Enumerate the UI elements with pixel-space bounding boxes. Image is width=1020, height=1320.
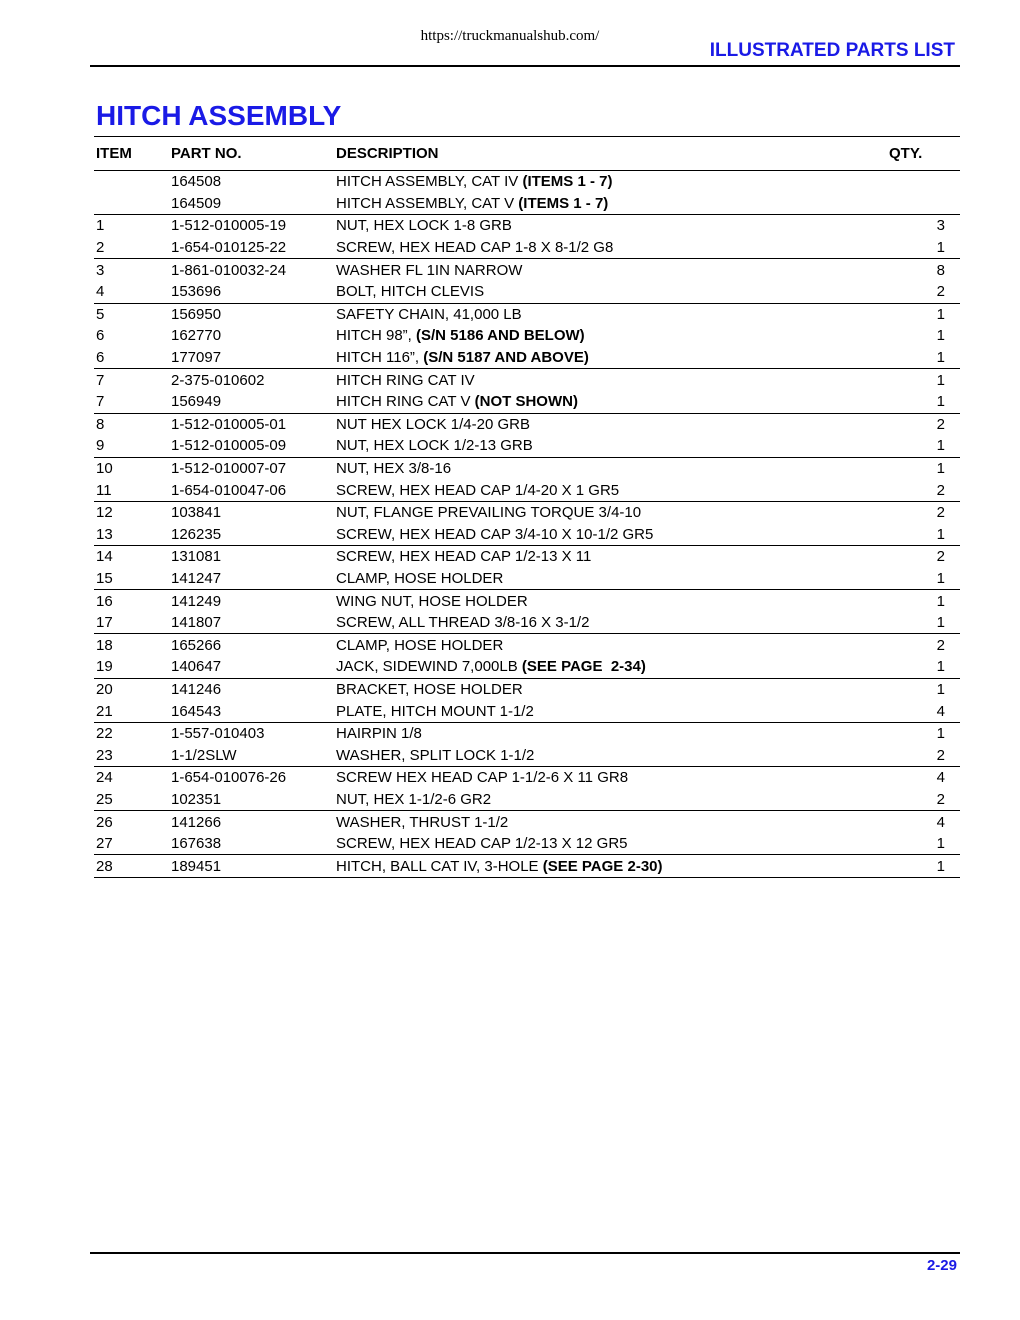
item-number: 19 <box>94 656 169 678</box>
table-header-row <box>94 137 960 171</box>
description-cell <box>334 501 889 523</box>
table-row <box>94 634 960 656</box>
description-cell <box>334 546 889 568</box>
description-text: SCREW, HEX HEAD CAP 3/4-10 X 10-1/2 GR5 <box>336 525 654 543</box>
parts-table <box>94 136 960 878</box>
table-row <box>94 325 960 347</box>
description-cell <box>334 237 889 259</box>
description-cell <box>334 347 889 369</box>
description-note: (ITEMS 1 - 7) <box>522 173 613 191</box>
description-text: SCREW HEX HEAD CAP 1-1/2-6 X 11 GR8 <box>336 769 629 787</box>
part-number: 102351 <box>169 789 334 811</box>
description-text: SAFETY CHAIN, 41,000 LB <box>336 305 522 323</box>
quantity <box>889 171 960 193</box>
table-row <box>94 678 960 700</box>
description-text: SCREW, HEX HEAD CAP 1/4-20 X 1 GR5 <box>336 481 620 499</box>
table-row <box>94 811 960 833</box>
item-number: 3 <box>96 261 105 279</box>
table-row <box>94 237 960 259</box>
part-number: 1-654-010047-06 <box>169 479 334 501</box>
description-cell <box>334 833 889 855</box>
description-note: (ITEMS 1 - 7) <box>518 194 609 212</box>
description-cell <box>334 391 889 413</box>
item-number: 16 <box>96 592 113 610</box>
footer-divider <box>90 1252 960 1254</box>
item-number: 13 <box>94 524 169 546</box>
item-number: 15 <box>94 568 169 590</box>
part-number: 141807 <box>169 612 334 634</box>
quantity: 1 <box>936 460 945 478</box>
description-text: SCREW, ALL THREAD 3/8-16 X 3-1/2 <box>336 614 590 632</box>
item-number: 17 <box>94 612 169 634</box>
part-number: 177097 <box>169 347 334 369</box>
table-body <box>94 171 960 878</box>
part-number: 1-512-010005-19 <box>171 217 287 235</box>
table-row <box>94 590 960 612</box>
item-number: 26 <box>96 813 113 831</box>
table-row <box>94 744 960 766</box>
description-cell <box>334 568 889 590</box>
item-number: 1 <box>96 217 105 235</box>
description-cell <box>334 722 889 744</box>
quantity: 2 <box>889 789 960 811</box>
table-row <box>94 457 960 479</box>
item-number: 27 <box>94 833 169 855</box>
description-cell <box>334 479 889 501</box>
description-text: BOLT, HITCH CLEVIS <box>336 283 485 301</box>
description-cell <box>334 193 889 215</box>
description-text: HITCH, BALL CAT IV, 3-HOLE <box>336 857 543 875</box>
description-cell <box>334 767 889 789</box>
quantity: 1 <box>936 327 945 345</box>
part-number: 162770 <box>171 327 222 345</box>
description-text: HITCH 98”, <box>336 327 417 345</box>
item-number: 4 <box>94 281 169 303</box>
table-row <box>94 303 960 325</box>
quantity: 1 <box>889 833 960 855</box>
description-cell <box>334 678 889 700</box>
description-text: HITCH ASSEMBLY, CAT IV <box>336 173 523 191</box>
item-number: 7 <box>94 391 169 413</box>
description-text: WASHER, THRUST 1-1/2 <box>336 813 509 831</box>
description-note: (S/N 5187 AND ABOVE) <box>423 349 589 367</box>
source-url: https://truckmanualshub.com/ <box>420 28 600 44</box>
quantity: 2 <box>889 744 960 766</box>
description-text: NUT HEX LOCK 1/4-20 GRB <box>336 415 530 433</box>
description-note: (S/N 5186 AND BELOW) <box>416 327 585 345</box>
item-number: 9 <box>94 435 169 457</box>
page-number: 2-29 <box>926 1257 957 1274</box>
quantity: 4 <box>936 769 945 787</box>
description-cell <box>334 612 889 634</box>
quantity: 1 <box>936 680 945 698</box>
description-text: HITCH ASSEMBLY, CAT V <box>336 194 519 212</box>
table-row <box>94 524 960 546</box>
item-number: 22 <box>96 725 113 743</box>
description-cell <box>334 325 889 347</box>
table-row <box>94 435 960 457</box>
description-note: (NOT SHOWN) <box>474 393 578 411</box>
description-text: CLAMP, HOSE HOLDER <box>336 569 504 587</box>
item-number: 11 <box>94 479 169 501</box>
item-number: 24 <box>96 769 113 787</box>
quantity: 2 <box>936 636 945 654</box>
table-row <box>94 855 960 878</box>
description-text: SCREW, HEX HEAD CAP 1/2-13 X 11 <box>336 548 592 566</box>
table-row <box>94 259 960 281</box>
part-number: 141249 <box>171 592 222 610</box>
description-text: NUT, HEX LOCK 1-8 GRB <box>336 217 512 235</box>
column-header-item: ITEM <box>94 137 169 171</box>
item-number: 23 <box>94 744 169 766</box>
item-number: 12 <box>96 504 113 522</box>
description-cell <box>334 215 889 237</box>
table-row <box>94 568 960 590</box>
part-number: 1-512-010007-07 <box>171 460 287 478</box>
item-number: 10 <box>96 460 113 478</box>
item-number: 6 <box>96 327 105 345</box>
table-row <box>94 369 960 391</box>
description-cell <box>334 259 889 281</box>
quantity: 1 <box>889 391 960 413</box>
description-text: WASHER FL 1IN NARROW <box>336 261 523 279</box>
quantity: 2 <box>889 479 960 501</box>
column-header-part-no: PART NO. <box>169 137 334 171</box>
table-row <box>94 546 960 568</box>
table-row <box>94 171 960 193</box>
quantity <box>889 193 960 215</box>
column-header-qty: QTY. <box>889 137 960 171</box>
description-cell <box>334 303 889 325</box>
item-number: 14 <box>96 548 113 566</box>
part-number: 164509 <box>169 193 334 215</box>
part-number: 140647 <box>169 656 334 678</box>
description-note: (SEE PAGE 2-34) <box>521 658 646 676</box>
table-row <box>94 193 960 215</box>
part-number: 126235 <box>169 524 334 546</box>
part-number: 141266 <box>171 813 222 831</box>
description-cell <box>334 634 889 656</box>
part-number: 131081 <box>171 548 222 566</box>
description-cell <box>334 744 889 766</box>
part-number: 103841 <box>171 504 222 522</box>
quantity: 1 <box>889 435 960 457</box>
item-number: 25 <box>94 789 169 811</box>
quantity: 8 <box>936 261 945 279</box>
quantity: 1 <box>889 347 960 369</box>
description-cell <box>334 435 889 457</box>
description-text: SCREW, HEX HEAD CAP 1/2-13 X 12 GR5 <box>336 835 628 853</box>
quantity: 2 <box>936 504 945 522</box>
part-number: 141246 <box>171 680 222 698</box>
table-row <box>94 656 960 678</box>
description-cell <box>334 656 889 678</box>
description-cell <box>334 700 889 722</box>
part-number: 1-654-010125-22 <box>169 237 334 259</box>
item-number: 2 <box>94 237 169 259</box>
description-cell <box>334 855 889 878</box>
part-number: 165266 <box>171 636 222 654</box>
description-text: NUT, HEX 1-1/2-6 GR2 <box>336 790 492 808</box>
description-cell <box>334 457 889 479</box>
quantity: 1 <box>889 237 960 259</box>
quantity: 1 <box>889 524 960 546</box>
description-cell <box>334 171 889 193</box>
quantity: 1 <box>936 725 945 743</box>
part-number: 1-512-010005-09 <box>169 435 334 457</box>
part-number: 156949 <box>169 391 334 413</box>
description-text: NUT, HEX LOCK 1/2-13 GRB <box>336 437 533 455</box>
table-row <box>94 501 960 523</box>
description-text: HITCH RING CAT V <box>336 393 475 411</box>
quantity: 2 <box>889 281 960 303</box>
section-title: HITCH ASSEMBLY <box>96 100 342 131</box>
description-text: CLAMP, HOSE HOLDER <box>336 636 504 654</box>
part-number: 153696 <box>169 281 334 303</box>
item-number: 6 <box>94 347 169 369</box>
table-row <box>94 789 960 811</box>
description-text: NUT, HEX 3/8-16 <box>336 460 452 478</box>
table-row <box>94 767 960 789</box>
item-number: 5 <box>96 305 105 323</box>
quantity: 2 <box>936 415 945 433</box>
table-row <box>94 215 960 237</box>
quantity: 1 <box>889 656 960 678</box>
part-number: 1-557-010403 <box>171 725 265 743</box>
part-number: 167638 <box>169 833 334 855</box>
part-number: 1-861-010032-24 <box>171 261 287 279</box>
table-row <box>94 347 960 369</box>
description-note: (SEE PAGE 2-30) <box>542 857 663 875</box>
description-text: PLATE, HITCH MOUNT 1-1/2 <box>336 702 534 720</box>
description-cell <box>334 811 889 833</box>
header-divider <box>90 65 960 67</box>
part-number: 141247 <box>169 568 334 590</box>
description-cell <box>334 369 889 391</box>
quantity: 1 <box>936 305 945 323</box>
description-text: JACK, SIDEWIND 7,000LB <box>336 658 522 676</box>
quantity: 4 <box>889 700 960 722</box>
description-text: BRACKET, HOSE HOLDER <box>336 680 523 698</box>
description-text: HITCH RING CAT IV <box>336 371 475 389</box>
part-number: 1-1/2SLW <box>169 744 334 766</box>
item-number: 28 <box>94 855 169 878</box>
description-text: SCREW, HEX HEAD CAP 1-8 X 8-1/2 G8 <box>336 239 614 257</box>
description-cell <box>334 281 889 303</box>
item-number: 8 <box>96 415 105 433</box>
description-text: HITCH 116”, <box>336 349 424 367</box>
part-number: 1-512-010005-01 <box>171 415 287 433</box>
quantity: 2 <box>936 548 945 566</box>
description-text: HAIRPIN 1/8 <box>336 725 422 743</box>
part-number: 2-375-010602 <box>171 371 265 389</box>
description-text: NUT, FLANGE PREVAILING TORQUE 3/4-10 <box>336 504 642 522</box>
column-header-description: DESCRIPTION <box>334 137 889 171</box>
quantity: 3 <box>936 217 945 235</box>
item-number: 21 <box>94 700 169 722</box>
item-number: 18 <box>96 636 113 654</box>
quantity: 1 <box>889 612 960 634</box>
table-row <box>94 722 960 744</box>
description-cell <box>334 789 889 811</box>
table-row <box>94 833 960 855</box>
item-number <box>94 171 169 193</box>
description-cell <box>334 590 889 612</box>
quantity: 1 <box>889 855 960 878</box>
quantity: 1 <box>936 592 945 610</box>
part-number: 164543 <box>169 700 334 722</box>
description-text: WING NUT, HOSE HOLDER <box>336 592 528 610</box>
table-row <box>94 281 960 303</box>
table-row <box>94 612 960 634</box>
part-number: 156950 <box>171 305 222 323</box>
table-row <box>94 700 960 722</box>
table-row <box>94 391 960 413</box>
part-number: 164508 <box>171 173 222 191</box>
quantity: 1 <box>889 568 960 590</box>
item-number: 20 <box>96 680 113 698</box>
item-number: 7 <box>96 371 105 389</box>
quantity: 4 <box>936 813 945 831</box>
header-title: ILLUSTRATED PARTS LIST <box>709 40 955 61</box>
item-number <box>94 193 169 215</box>
description-cell <box>334 413 889 435</box>
part-number: 189451 <box>169 855 334 878</box>
table-row <box>94 413 960 435</box>
quantity: 1 <box>936 371 945 389</box>
description-cell <box>334 524 889 546</box>
part-number: 1-654-010076-26 <box>171 769 287 787</box>
description-text: WASHER, SPLIT LOCK 1-1/2 <box>336 746 535 764</box>
table-row <box>94 479 960 501</box>
